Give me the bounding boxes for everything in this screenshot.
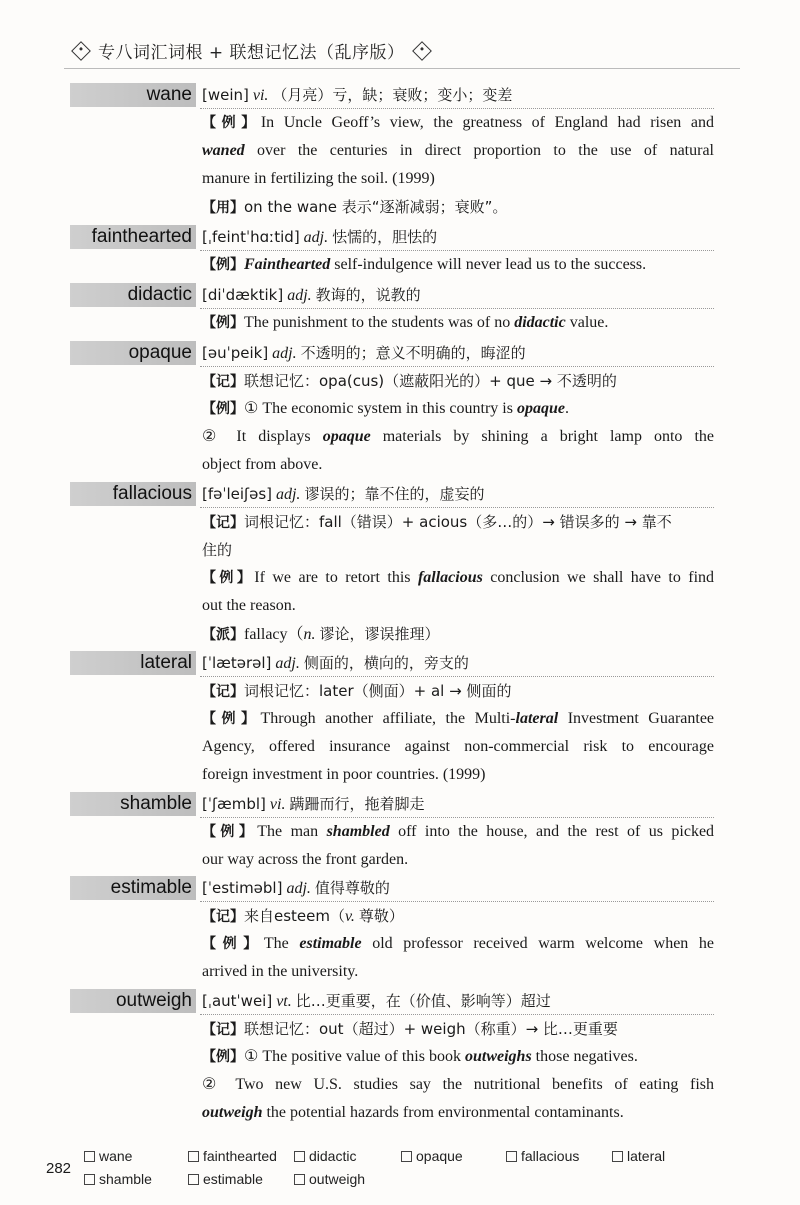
- index-item: opaque: [401, 1148, 463, 1164]
- entry-line: 【记】联想记忆：out（超过）+ weigh（称重）→ 比…更重要: [202, 1020, 618, 1038]
- entry-line: Agency, offered insurance against non-commercial risk to encourage: [202, 738, 714, 755]
- header-rule: [64, 68, 740, 69]
- checkbox-icon: [188, 1151, 199, 1162]
- entry-line: 【例】The punishment to the students was of no didactic value.: [202, 314, 609, 331]
- headword-opaque: opaque: [70, 341, 196, 365]
- entry-line: object from above.: [202, 456, 323, 473]
- checkbox-icon: [84, 1174, 95, 1185]
- checkbox-icon: [401, 1151, 412, 1162]
- checkbox-icon: [294, 1174, 305, 1185]
- index-item: outweigh: [294, 1171, 365, 1187]
- divider: [200, 308, 714, 309]
- index-item: wane: [84, 1148, 132, 1164]
- entry-line: 【记】来自esteem（v. 尊敬）: [202, 907, 404, 925]
- entry-line: ② Two new U.S. studies say the nutritional benefits of eating fish: [202, 1076, 714, 1093]
- divider: [200, 366, 714, 367]
- headword-wane: wane: [70, 83, 196, 107]
- diamond-ornament-icon: [71, 41, 91, 61]
- entry-line: manure in fertilizing the soil. (1999): [202, 170, 435, 187]
- entry-line: 【例】The estimable old professor received warm welcome when he: [202, 935, 715, 952]
- entry-line: 住的: [202, 541, 233, 559]
- diamond-ornament-icon: [412, 41, 432, 61]
- entry-line: 【例】The man shambled off into the house, and the rest of us picked: [202, 823, 715, 840]
- headword-shamble: shamble: [70, 792, 196, 816]
- divider: [200, 507, 714, 508]
- divider: [200, 108, 714, 109]
- entry-line: our way across the front garden.: [202, 851, 409, 868]
- entry-line: [ˈestiməbl] adj. 值得尊敬的: [202, 879, 390, 897]
- page-number: 282: [46, 1160, 72, 1177]
- entry-line: 【用】on the wane 表示“逐渐减弱；衰败”。: [202, 198, 508, 216]
- headword-fallacious: fallacious: [70, 482, 196, 506]
- entry-line: 【记】词根记忆：fall（错误）+ acious（多…的）→ 错误多的 → 靠不: [202, 513, 672, 531]
- entry-line: 【例】In Uncle Geoff’s view, the greatness of England had risen and: [202, 114, 715, 131]
- index-item: estimable: [188, 1171, 263, 1187]
- headword-outweigh: outweigh: [70, 989, 196, 1013]
- headword-didactic: didactic: [70, 283, 196, 307]
- entry-line: 【例】Through another affiliate, the Multi-lateral Investment Guarantee: [202, 710, 715, 727]
- entry-line: [wein] vi. （月亮）亏，缺；衰败；变小；变差: [202, 86, 513, 104]
- divider: [200, 250, 714, 251]
- running-header: [64, 38, 439, 63]
- headword-lateral: lateral: [70, 651, 196, 675]
- checkbox-icon: [188, 1174, 199, 1185]
- checkbox-icon: [612, 1151, 623, 1162]
- entry-line: [ˈʃæmbl] vi. 蹒跚而行，拖着脚走: [202, 795, 425, 813]
- entry-line: [fəˈleiʃəs] adj. 谬误的；靠不住的，虚妄的: [202, 485, 485, 503]
- headword-estimable: estimable: [70, 876, 196, 900]
- entry-line: waned over the centuries in direct proportion to the use of natural: [202, 142, 714, 159]
- index-item: shamble: [84, 1171, 152, 1187]
- entry-line: [ˌautˈwei] vt. 比…更重要，在（价值、影响等）超过: [202, 992, 551, 1010]
- entry-line: 【例】① The positive value of this book outweighs those negatives.: [202, 1048, 638, 1065]
- entry-line: 【例】Fainthearted self-indulgence will never lead us to the success.: [202, 256, 647, 273]
- entry-line: [ˈlætərəl] adj. 侧面的，横向的，旁支的: [202, 654, 469, 672]
- index-item: fainthearted: [188, 1148, 277, 1164]
- divider: [200, 1014, 714, 1015]
- index-item: lateral: [612, 1148, 665, 1164]
- index-item: didactic: [294, 1148, 356, 1164]
- entry-line: foreign investment in poor countries. (1999): [202, 766, 486, 783]
- entry-line: 【记】词根记忆：later（侧面）+ al → 侧面的: [202, 682, 512, 700]
- entry-line: [diˈdæktik] adj. 教诲的，说教的: [202, 286, 421, 304]
- checkbox-icon: [294, 1151, 305, 1162]
- entry-line: out the reason.: [202, 597, 296, 614]
- entry-line: 【记】联想记忆：opa(cus)（遮蔽阳光的）+ que → 不透明的: [202, 372, 617, 390]
- index-item: fallacious: [506, 1148, 579, 1164]
- divider: [200, 901, 714, 902]
- headword-fainthearted: fainthearted: [70, 225, 196, 249]
- entry-line: outweigh the potential hazards from environmental contaminants.: [202, 1104, 624, 1121]
- checkbox-icon: [506, 1151, 517, 1162]
- entry-line: arrived in the university.: [202, 963, 359, 980]
- divider: [200, 817, 714, 818]
- divider: [200, 676, 714, 677]
- entry-line: 【例】If we are to retort this fallacious conclusion we shall have to find: [202, 569, 715, 586]
- checkbox-icon: [84, 1151, 95, 1162]
- entry-line: [ˌfeintˈhɑːtid] adj. 怯懦的，胆怯的: [202, 228, 438, 246]
- entry-line: 【例】① The economic system in this country is opaque.: [202, 400, 569, 417]
- entry-line: [əuˈpeik] adj. 不透明的；意义不明确的，晦涩的: [202, 344, 526, 362]
- entry-line: ② It displays opaque materials by shining a bright lamp onto the: [202, 428, 714, 445]
- header-title: 专八词汇词根 + 联想记忆法（乱序版）: [98, 43, 405, 63]
- entry-line: 【派】fallacy（n. 谬论，谬误推理）: [202, 625, 440, 643]
